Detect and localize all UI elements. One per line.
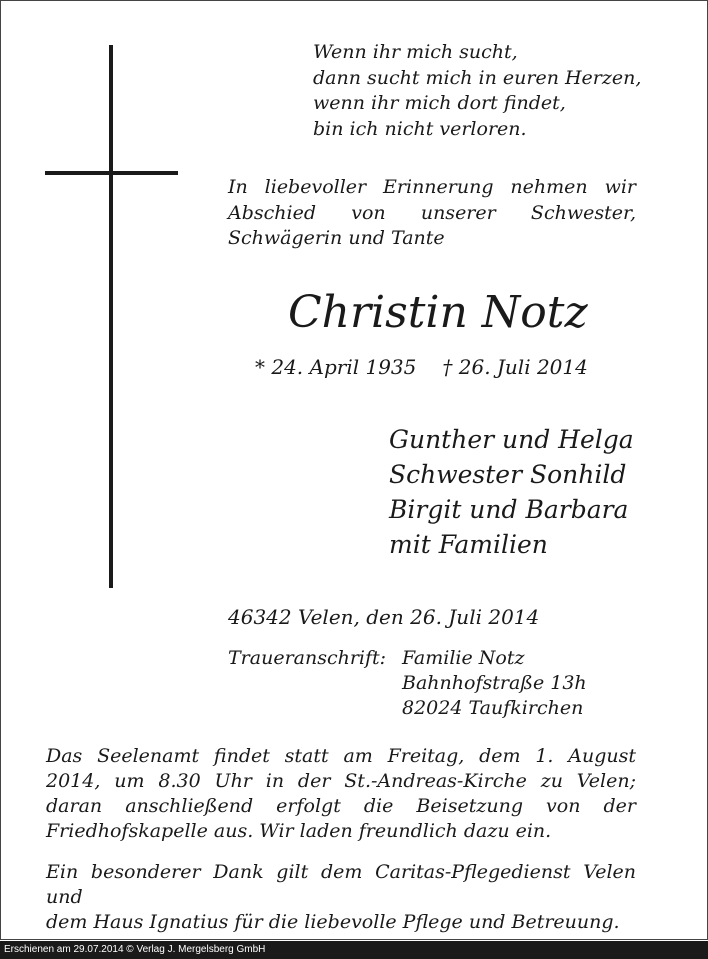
cross-icon-horizontal bbox=[45, 171, 178, 175]
cross-icon-vertical bbox=[109, 45, 113, 588]
thanks-line: Ein besonderer Dank gilt dem Caritas-Pflegedienst Velen und bbox=[46, 861, 636, 908]
service-info bbox=[46, 744, 636, 844]
intro-line: Schwägerin und Tante bbox=[228, 227, 445, 249]
mourner-line: Schwester Sonhild bbox=[389, 460, 627, 489]
birth-date: * 24. April 1935 bbox=[255, 355, 417, 379]
poem-line: wenn ihr mich dort findet, bbox=[313, 92, 566, 114]
service-line: Friedhofskapelle aus. Wir laden freundlich dazu ein. bbox=[46, 820, 552, 842]
death-date: † 26. Juli 2014 bbox=[442, 355, 588, 379]
poem-line: Wenn ihr mich sucht, bbox=[313, 41, 518, 63]
poem bbox=[313, 40, 641, 142]
thanks-line: dem Haus Ignatius für die liebevolle Pflege und Betreuung. bbox=[46, 911, 620, 933]
footer-text: Erschienen am 29.07.2014 © Verlag J. Mergelsberg GmbH bbox=[4, 944, 266, 955]
address-line: Bahnhofstraße 13h bbox=[402, 672, 587, 694]
mourners-list bbox=[389, 422, 634, 562]
poem-line: bin ich nicht verloren. bbox=[313, 117, 527, 140]
mourner-line: mit Familien bbox=[389, 530, 548, 559]
mourner-line: Birgit und Barbara bbox=[389, 495, 629, 524]
deceased-name: Christin Notz bbox=[288, 287, 588, 338]
service-line: daran anschließend erfolgt die Beisetzung von der bbox=[46, 795, 636, 817]
intro-line: In liebevoller Erinnerung nehmen wir bbox=[228, 176, 636, 198]
publication-footer bbox=[0, 941, 708, 959]
service-line: 2014, um 8.30 Uhr in der St.-Andreas-Kirche zu Velen; bbox=[46, 770, 636, 792]
intro-line: Abschied von unserer Schwester, bbox=[228, 201, 636, 224]
life-dates bbox=[255, 353, 588, 381]
address-line: 82024 Taufkirchen bbox=[402, 697, 584, 719]
address-label: Traueranschrift: bbox=[228, 647, 387, 669]
address-line: Familie Notz bbox=[402, 647, 525, 669]
place-date: 46342 Velen, den 26. Juli 2014 bbox=[228, 605, 540, 629]
service-line: Das Seelenamt findet statt am Freitag, dem 1. August bbox=[46, 745, 636, 767]
thanks-note bbox=[46, 860, 636, 935]
mourning-address bbox=[228, 646, 587, 721]
poem-line: dann sucht mich in euren Herzen, bbox=[313, 66, 642, 89]
mourner-line: Gunther und Helga bbox=[389, 425, 634, 454]
intro-text bbox=[228, 175, 636, 252]
